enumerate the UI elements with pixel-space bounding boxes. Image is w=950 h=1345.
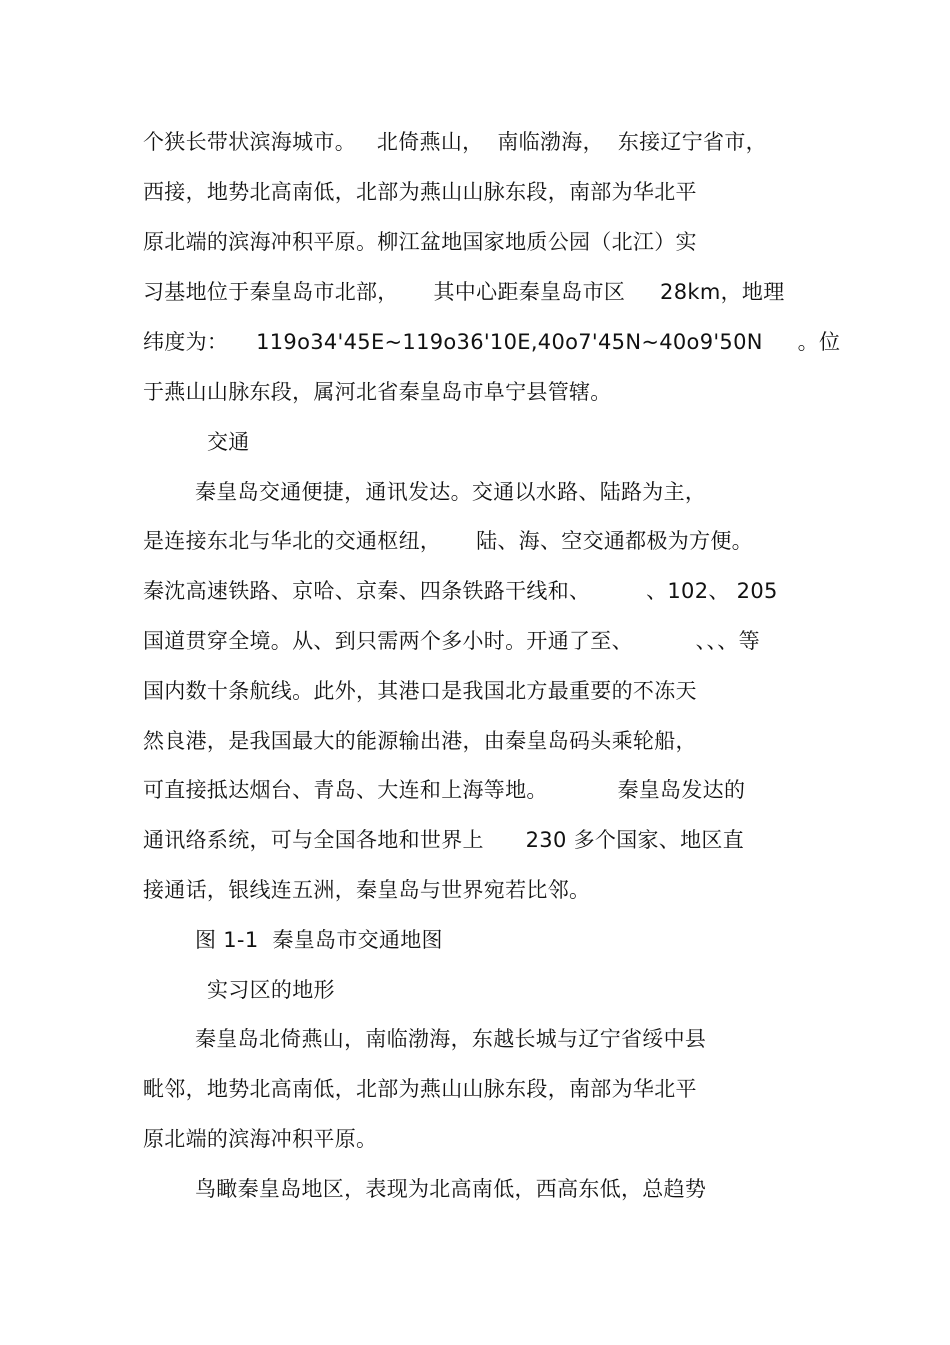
paragraph-line: 西接，地势北高南低，北部为燕山山脉东段，南部为华北平 bbox=[143, 180, 697, 204]
paragraph-line: 秦皇岛北倚燕山，南临渤海，东越长城与辽宁省绥中县 bbox=[195, 1027, 707, 1051]
paragraph-line: 然良港，是我国最大的能源输出港，由秦皇岛码头乘轮船， bbox=[143, 729, 697, 753]
paragraph-line: 毗邻，地势北高南低，北部为燕山山脉东段，南部为华北平 bbox=[143, 1077, 697, 1101]
paragraph-line: 接通话，银线连五洲，秦皇岛与世界宛若比邻。 bbox=[143, 878, 591, 902]
paragraph-line: 原北端的滨海冲积平原。柳江盆地国家地质公园（北江）实 bbox=[143, 230, 697, 254]
paragraph-line: 国道贯穿全境。从、到只需两个多小时。开通了至、 、、、等 bbox=[143, 629, 760, 653]
paragraph-line: 个狭长带状滨海城市。 北倚燕山， 南临渤海， 东接辽宁省市， bbox=[143, 130, 767, 154]
figure-caption: 图 1-1 秦皇岛市交通地图 bbox=[195, 928, 443, 952]
paragraph-line: 通讯络系统，可与全国各地和世界上 230 多个国家、地区直 bbox=[143, 828, 745, 852]
paragraph-line: 秦皇岛交通便捷，通讯发达。交通以水路、陆路为主， bbox=[195, 480, 707, 504]
section-heading-terrain: 实习区的地形 bbox=[207, 978, 335, 1002]
paragraph-line: 可直接抵达烟台、青岛、大连和上海等地。 秦皇岛发达的 bbox=[143, 778, 746, 802]
paragraph-line: 习基地位于秦皇岛市北部， 其中心距秦皇岛市区 28km，地理 bbox=[143, 280, 785, 304]
section-heading-traffic: 交通 bbox=[207, 430, 250, 454]
paragraph-line: 于燕山山脉东段，属河北省秦皇岛市阜宁县管辖。 bbox=[143, 380, 612, 404]
paragraph-line: 原北端的滨海冲积平原。 bbox=[143, 1127, 378, 1151]
paragraph-line: 纬度为： 119o34'45E~119o36'10E,40o7'45N~40o9'50N 。位 bbox=[143, 330, 841, 354]
paragraph-line: 是连接东北与华北的交通枢纽， 陆、海、空交通都极为方便。 bbox=[143, 529, 753, 553]
paragraph-line: 秦沈高速铁路、京哈、京秦、四条铁路干线和、 、102、 205 bbox=[143, 579, 778, 603]
paragraph-line: 鸟瞰秦皇岛地区，表现为北高南低，西高东低，总趋势 bbox=[195, 1177, 707, 1201]
paragraph-line: 国内数十条航线。此外，其港口是我国北方最重要的不冻天 bbox=[143, 679, 697, 703]
